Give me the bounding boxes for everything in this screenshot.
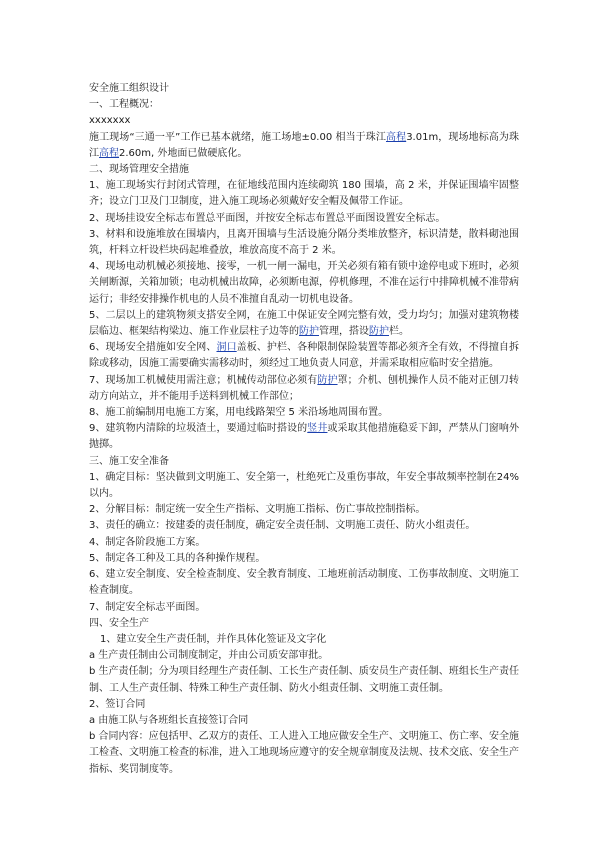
overview-text-a: 施工现场“三通一平”工作已基本就绪，施工场地±0.00 相当于珠江 [89, 131, 386, 143]
protection-link-2[interactable]: 防护 [369, 326, 389, 338]
site-item-5-text-c: 栏。 [389, 326, 409, 338]
overview-text-c: 2.60m, 外地面已做硬底化。 [119, 147, 248, 159]
project-name-placeholder: xxxxxxx [89, 115, 131, 127]
site-item-2: 2、现场挂设安全标志布置总平面图，并按安全标志布置总平面图设置安全标志。 [89, 212, 446, 224]
safety-sub-1: 1、建立安全生产责任制，并作具体化签证及文字化 [100, 633, 327, 645]
overview-text-b: 3.01m，现场地标高为珠江 [89, 131, 519, 159]
elevation-link-2[interactable]: 高程 [99, 147, 119, 159]
safety-sub-1-b: b 生产责任制；分为项目经理生产责任制、工长生产责任制、质安员生产责任制、班组长生产责任制、工人生产责任制、特殊工种生产责任制、防火小组责任制、文明施工责任制。 [89, 666, 519, 694]
safety-sub-2-a: a 由施工队与各班组长直接签订合同 [89, 714, 249, 726]
site-item-7-text-a: 7、现场加工机械使用需注意；机械传动部位必须有 [89, 374, 318, 386]
prep-item-3: 3、责任的确立：按建委的责任制度，确定安全责任制、文明施工责任、防火小组责任。 [89, 520, 476, 532]
prep-item-1: 1、确定目标：坚决做到文明施工、安全第一，杜绝死亡及重伤事故，年安全事故频率控制在24%以内。 [89, 471, 519, 500]
section-3-heading: 三、施工安全准备 [89, 455, 169, 467]
protection-link-3[interactable]: 防护 [317, 374, 338, 386]
elevation-link-1[interactable]: 高程 [385, 131, 407, 143]
section-4-heading: 四、安全生产 [89, 617, 149, 629]
prep-item-6: 6、建立安全制度、安全检查制度、安全教育制度、工地班前活动制度、工伤事故制度、文明施工检查制度。 [89, 569, 519, 597]
safety-sub-2-b: b 合同内容：应包括甲、乙双方的责任、工人进入工地应做安全生产、文明施工、伤亡率、安全施工检查、文明施工检查的标准，进入工地现场应遵守的安全规章制度及法规、技术交底、安全生产指标、奖罚制度等。 [89, 731, 519, 775]
safety-sub-2: 2、签订合同 [89, 698, 146, 710]
site-item-9 [89, 421, 519, 453]
project-overview-paragraph [89, 130, 519, 162]
document-title: 安全施工组织设计 [89, 83, 169, 94]
shaft-link[interactable]: 竖井 [307, 423, 328, 435]
section-2-heading: 二、现场管理安全措施 [89, 164, 189, 176]
prep-item-4: 4、制定各阶段施工方案。 [89, 536, 206, 548]
site-item-1: 1、施工现场实行封闭式管理，在征地线范围内连续砌筑 180 围墙，高 2 米，并保证围墙牢固整齐；设立门卫及门卫制度，进入施工现场必须戴好安全帽及佩带工作证。 [89, 180, 519, 208]
site-item-6 [89, 340, 519, 372]
safety-sub-1-a: a 生产责任制由公司制度制定，并由公司质安部审批。 [89, 650, 329, 662]
site-item-9-text-b: 或采取其他措施稳妥下卸，严禁从门窗响外抛掷。 [89, 423, 520, 451]
site-item-5-text-b: 管理，搭设 [319, 326, 369, 338]
prep-item-5: 5、制定各工种及工具的各种操作规程。 [89, 552, 266, 564]
document-page [89, 81, 519, 778]
site-item-5-text-a: 5、二层以上的建筑物须支搭安全网，在施工中保证安全网完整有效，受力均匀；加强对建筑物楼层临边、框架结构梁边、施工作业层柱子边等的 [89, 309, 519, 338]
site-item-4: 4、现场电动机械必须接地、接零，一机一闸一漏电，开关必须有箱有锁中途停电或下班时，必须关闸断源，关箱加锁；电动机械出故障，必须断电源，停机修理，不准在运行中排障机械不准带病运行；非经安排操作机电的人员不准擅自乱动一切机电设备。 [89, 261, 519, 305]
site-item-6-text-a: 6、现场安全措施如安全网、 [89, 342, 217, 354]
opening-link[interactable]: 洞口 [216, 342, 237, 354]
section-1-heading: 一、工程概况： [89, 99, 159, 111]
prep-item-2: 2、分解目标：制定统一安全生产指标、文明施工指标、伤亡事故控制指标。 [89, 504, 426, 516]
protection-link-1[interactable]: 防护 [299, 326, 319, 338]
site-item-6-text-b: 盖板、护栏、各种限制保险装置等都必须齐全有效，不得擅自拆除或移动，因施工需要确实需移动时，须经过工地负责人同意，并需采取相应临时安全措施。 [89, 342, 520, 370]
site-item-9-text-a: 9、建筑物内清除的垃圾渣土，要通过临时搭设的 [89, 423, 308, 435]
site-item-7-text-b: 罩；介机、刨机操作人员不能对正刨刀转动方向站立，并不能用手送料到机械工作部位； [89, 374, 520, 402]
site-item-3: 3、材料和设施堆放在围墙内，且离开围墙与生活设施分隔分类堆放整齐，标识清楚，散料砌池围筑，杆料立杆设栏块码起堆叠放，堆放高度不高于 2 米。 [89, 228, 519, 257]
site-item-7 [89, 373, 519, 405]
site-item-5 [89, 308, 519, 340]
prep-item-7: 7、制定安全标志平面图。 [89, 601, 206, 613]
site-item-8: 8、施工前编制用电施工方案，用电线路架空 5 米沿场地周围布置。 [89, 407, 389, 419]
